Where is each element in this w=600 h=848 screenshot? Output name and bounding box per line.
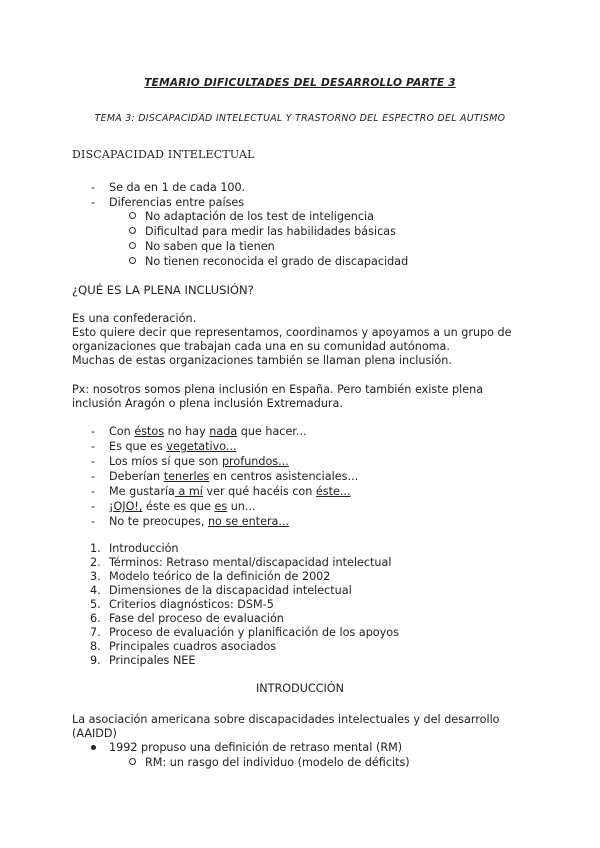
index-number: 4. <box>90 584 101 597</box>
index-number: 3. <box>90 570 101 583</box>
quote-underlined: nada <box>209 425 238 438</box>
section-heading-plena-inclusion: ¿QUÉ ES LA PLENA INCLUSIÓN? <box>72 283 254 297</box>
index-item: Dimensiones de la discapacidad intelectual <box>109 584 352 597</box>
sub-bullet-circle <box>129 758 136 765</box>
quote-text: en centros asistenciales... <box>209 470 359 483</box>
quote-text: que hacer... <box>237 425 307 438</box>
index-item: Proceso de evaluación y planificación de los apoyos <box>109 626 399 639</box>
section-heading-discapacidad: DISCAPACIDAD INTELECTUAL <box>72 148 255 161</box>
quote-text: éste es que <box>142 500 215 513</box>
sub-bullet-text: No adaptación de los test de inteligencia <box>145 210 375 223</box>
index-number: 2. <box>90 556 101 569</box>
quote-underlined: no se entera... <box>207 515 290 528</box>
index-number: 6. <box>90 612 101 625</box>
section-heading-introduccion: INTRODUCCIÓN <box>256 682 344 695</box>
index-number: 1. <box>90 542 101 555</box>
index-item: Principales cuadros asociados <box>109 640 277 653</box>
quote-item <box>109 469 358 484</box>
bullet-dash: - <box>91 455 96 468</box>
index-number: 7. <box>90 626 101 639</box>
quote-item <box>109 424 307 439</box>
quote-underlined: ¡OJO!, <box>109 500 143 513</box>
sub-bullet-text: No tienen reconocida el grado de discapacidad <box>145 255 409 268</box>
paragraph-line: Muchas de estas organizaciones también se llaman plena inclusión. <box>72 354 452 367</box>
quote-text: Los míos sí que son <box>109 455 222 468</box>
quote-underlined: éste... <box>315 485 351 498</box>
sub-bullet-circle <box>129 242 136 249</box>
bullet-text: Diferencias entre países <box>109 196 245 209</box>
quote-text: no hay <box>164 425 210 438</box>
quote-underlined: tenerles <box>163 470 210 483</box>
index-item: Criterios diagnósticos: DSM-5 <box>109 598 274 611</box>
bullet-dash: - <box>91 425 96 438</box>
index-item: Modelo teórico de la definición de 2002 <box>109 570 331 583</box>
index-item: Fase del proceso de evaluación <box>109 612 284 625</box>
bullet-text: Se da en 1 de cada 100. <box>109 181 246 194</box>
quote-item <box>109 514 289 529</box>
quote-underlined: éstos <box>134 425 165 438</box>
bullet-dash: - <box>91 181 96 194</box>
quote-text: Me gustaría <box>109 485 175 498</box>
bullet-dash: - <box>91 440 96 453</box>
sub-bullet-text: No saben que la tienen <box>145 240 275 253</box>
bullet-dash: - <box>91 500 96 513</box>
quote-underlined: profundos... <box>221 455 289 468</box>
quote-underlined: es <box>214 500 228 513</box>
paragraph-line: Esto quiere decir que representamos, coordinamos y apoyamos a un grupo de <box>72 326 512 339</box>
sub-bullet-circle <box>129 212 136 219</box>
paragraph-line: inclusión Aragón o plena inclusión Extremadura. <box>72 397 343 410</box>
bullet-dash: - <box>91 485 96 498</box>
quote-text: No te preocupes, <box>109 515 208 528</box>
sub-bullet-text: RM: un rasgo del individuo (modelo de déficits) <box>145 756 410 769</box>
index-item: Introducción <box>109 542 179 555</box>
bullet-dash: - <box>91 196 96 209</box>
quote-item <box>109 499 256 514</box>
document-subtitle: TEMA 3: DISCAPACIDAD INTELECTUAL Y TRASTORNO DEL ESPECTRO DEL AUTISMO <box>94 113 506 124</box>
quote-text: un... <box>227 500 256 513</box>
bullet-dash: - <box>91 515 96 528</box>
quote-item <box>109 439 237 454</box>
quote-text: Con <box>109 425 135 438</box>
document-title: TEMARIO DIFICULTADES DEL DESARROLLO PARTE 3 <box>144 77 456 89</box>
quote-item <box>109 484 351 499</box>
sub-bullet-circle <box>129 227 136 234</box>
paragraph-line: organizaciones que trabajan cada una en su comunidad autónoma. <box>72 340 450 353</box>
quote-text: Deberían <box>109 470 164 483</box>
quote-text: Es que es <box>109 440 167 453</box>
bullet-dash: - <box>91 470 96 483</box>
index-number: 9. <box>90 654 101 667</box>
quote-text: ver qué hacéis con <box>202 485 316 498</box>
sub-bullet-circle <box>129 257 136 264</box>
index-number: 8. <box>90 640 101 653</box>
index-number: 5. <box>90 598 101 611</box>
paragraph-line: Px: nosotros somos plena inclusión en España. Pero también existe plena <box>72 383 484 396</box>
paragraph-line: La asociación americana sobre discapacidades intelectuales y del desarrollo <box>72 713 500 726</box>
quote-underlined: vegetativo... <box>166 440 237 453</box>
paragraph-line: (AAIDD) <box>72 727 117 740</box>
sub-bullet-text: Dificultad para medir las habilidades básicas <box>145 225 396 238</box>
paragraph-line: Es una confederación. <box>72 312 197 325</box>
bullet-text: 1992 propuso una definición de retraso mental (RM) <box>109 741 403 754</box>
quote-underlined: a mí <box>174 485 203 498</box>
index-item: Principales NEE <box>109 654 196 667</box>
quote-item <box>109 454 289 469</box>
bullet-dot <box>91 745 96 750</box>
index-item: Términos: Retraso mental/discapacidad intelectual <box>109 556 392 569</box>
